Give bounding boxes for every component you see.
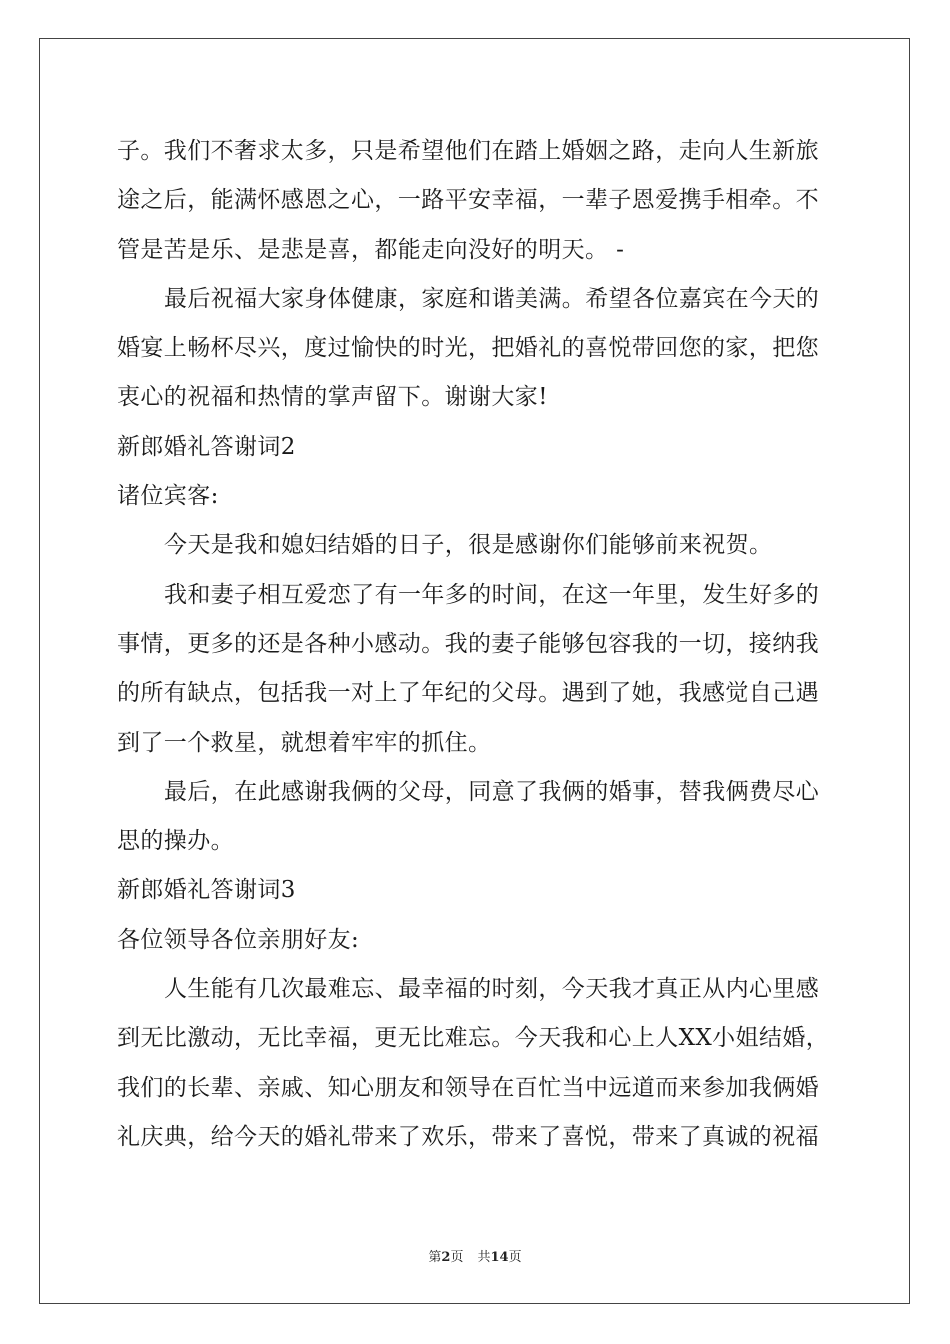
text-line: 礼庆典，给今天的婚礼带来了欢乐，带来了喜悦，带来了真诚的祝福 [117,1123,819,1150]
text-line: 新郎婚礼答谢词2 [117,433,296,460]
text-line: 子。我们不奢求太多，只是希望他们在踏上婚姻之路，走向人生新旅 [117,138,819,164]
footer-total-pages: 14 [490,1250,509,1265]
page-footer [0,1246,950,1265]
text-line: 最后，在此感谢我俩的父母，同意了我俩的婚事，替我俩费尽心 [164,778,820,805]
footer-page-prefix: 第 [428,1250,442,1265]
text-line: 新郎婚礼答谢词3 [117,877,296,904]
text-line: 事情，更多的还是各种小感动。我的妻子能够包容我的一切，接纳我 [117,630,819,657]
text-line: 我们的长辈、亲戚、知心朋友和领导在百忙当中远道而来参加我俩婚 [117,1074,819,1101]
footer-total-prefix: 共 [477,1250,491,1265]
text-line: 今天是我和媳妇结婚的日子，很是感谢你们能够前来祝贺。 [164,532,773,559]
text-line: 途之后，能满怀感恩之心，一路平安幸福，一辈子恩爱携手相牵。不 [117,187,819,214]
text-line: 衷心的祝福和热情的掌声留下。谢谢大家! [117,384,548,411]
footer-page-suffix: 页 [450,1250,464,1265]
text-line: 管是苦是乐、是悲是喜，都能走向没好的明天。 - [117,236,625,263]
text-line: 婚宴上畅杯尽兴，度过愉快的时光，把婚礼的喜悦带回您的家，把您 [117,335,819,362]
document-body [117,127,837,1162]
text-line: 最后祝福大家身体健康，家庭和谐美满。希望各位嘉宾在今天的 [164,285,820,312]
text-line: 到无比激动，无比幸福，更无比难忘。今天我和心上人XX小姐结婚， [117,1025,830,1052]
text-line: 各位领导各位亲朋好友: [117,926,360,953]
text-line: 的所有缺点，包括我一对上了年纪的父母。遇到了她，我感觉自己遇 [117,680,819,707]
footer-total-suffix: 页 [508,1250,522,1265]
text-line: 到了一个救星，就想着牢牢的抓住。 [117,729,492,756]
text-line: 人生能有几次最难忘、最幸福的时刻，今天我才真正从内心里感 [164,976,820,1003]
text-line: 诸位宾客: [117,483,219,510]
footer-page-number: 2 [441,1250,451,1265]
text-line: 思的操办。 [117,828,234,855]
text-line: 我和妻子相互爱恋了有一年多的时间，在这一年里，发生好多的 [164,581,820,608]
